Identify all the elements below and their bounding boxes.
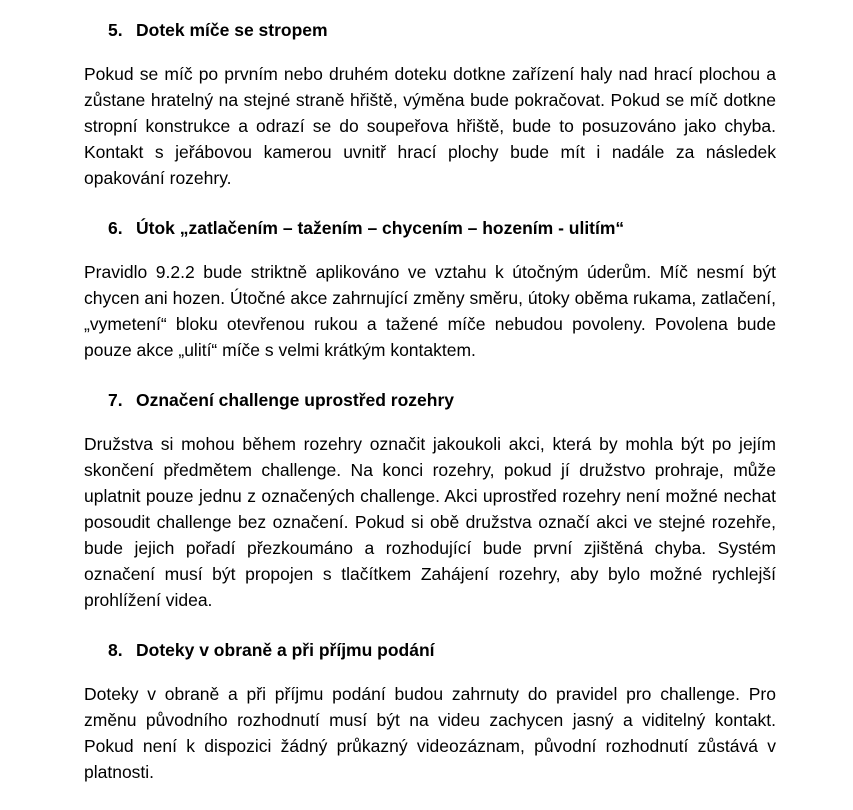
- section-paragraph: Družstva si mohou během rozehry označit jakoukoli akci, která by mohla být po jejím skončení předmětem challenge. Na konci rozehry, pokud jí družstvo prohraje, může uplatnit pouze jednu z označených challenge. Akci uprostřed rozehry není možné nechat posoudit challenge bez označení. Pokud si obě družstva označí akci ve stejné rozehře, bude jejich pořadí přezkoumáno a rozhodující bude první zjištěná chyba. Systém označení musí být propojen s tlačítkem Zahájení rozehry, aby bylo možné rychlejší prohlížení videa.: [84, 434, 776, 610]
- section-number: 7.: [108, 390, 123, 410]
- document-page: [84, 18, 776, 810]
- section-7: [84, 388, 776, 613]
- section-title: Útok „zatlačením – tažením – chycením – hozením - ulitím“: [136, 218, 625, 238]
- section-heading: [84, 638, 776, 662]
- section-number: 5.: [108, 20, 123, 40]
- section-number: 6.: [108, 218, 123, 238]
- section-title: Dotek míče se stropem: [136, 20, 328, 40]
- section-title: Doteky v obraně a při příjmu podání: [136, 640, 435, 660]
- section-heading: [84, 216, 776, 240]
- section-paragraph: Doteky v obraně a při příjmu podání budou zahrnuty do pravidel pro challenge. Pro změnu původního rozhodnutí musí být na videu zachycen jasný a viditelný kontakt. Pokud není k dispozici žádný průkazný videozáznam, původní rozhodnutí zůstává v platnosti.: [84, 684, 776, 782]
- section-paragraph: Pokud se míč po prvním nebo druhém doteku dotkne zařízení haly nad hrací plochou a zůstane hratelný na stejné straně hřiště, výměna bude pokračovat. Pokud se míč dotkne stropní konstrukce a odrazí se do soupeřova hřiště, bude to posuzováno jako chyba. Kontakt s jeřábovou kamerou uvnitř hrací plochy bude mít i nadále za následek opakování rozehry.: [84, 64, 776, 188]
- section-8: [84, 638, 776, 785]
- section-heading: [84, 18, 776, 42]
- section-6: [84, 216, 776, 363]
- section-paragraph: Pravidlo 9.2.2 bude striktně aplikováno ve vztahu k útočným úderům. Míč nesmí být chycen ani hozen. Útočné akce zahrnující změny směru, útoky oběma rukama, zatlačení, „vymetení“ bloku otevřenou rukou a tažené míče nebudou povoleny. Povolena bude pouze akce „ulití“ míče s velmi krátkým kontaktem.: [84, 262, 776, 360]
- section-number: 8.: [108, 640, 123, 660]
- section-5: [84, 18, 776, 191]
- section-heading: [84, 388, 776, 412]
- section-title: Označení challenge uprostřed rozehry: [136, 390, 454, 410]
